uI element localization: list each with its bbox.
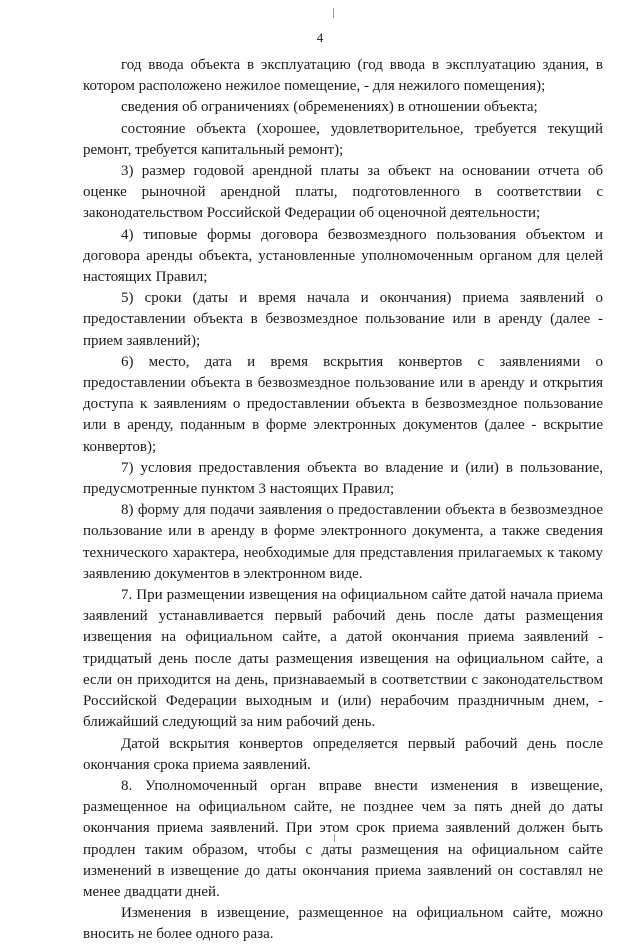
- paragraph: 6) место, дата и время вскрытия конвертов с заявлениями о предоставлении объекта в безвозмездное пользование или в аренду и открытия доступа к заявлениям о предоставлении объекта в безвозмездное пользование или в аренду, поданным в форме электронных документов (далее - вскрытие конвертов);: [83, 353, 603, 455]
- paragraph: 7) условия предоставления объекта во владение и (или) в пользование, предусмотренные пунктом 3 настоящих Правил;: [83, 459, 603, 498]
- document-body: [83, 55, 603, 946]
- paragraph: год ввода объекта в эксплуатацию (год ввода в эксплуатацию здания, в котором расположено нежилое помещение, - для нежилого помещения);: [83, 57, 603, 95]
- paragraph: сведения об ограничениях (обременениях) в отношении объекта;: [121, 99, 538, 116]
- paragraph: 7. При размещении извещения на официальном сайте датой начала приема заявлений устанавливается первый рабочий день после даты размещения извещения на официальном сайте, а датой окончания приема заявлений - тридцатый день после даты размещения извещения на официальном сайте, а если он приходится на день, признаваемый в соответствии с законодательством Российской Федерации выходным и (или) нерабочим праздничным днем, - ближайший следующий за ним рабочий день.: [83, 587, 603, 731]
- scan-mark-top: [333, 8, 334, 18]
- paragraph: 5) сроки (даты и время начала и окончания) приема заявлений о предоставлении объекта в безвозмездное пользование или в аренду (далее - прием заявлений);: [83, 290, 603, 349]
- paragraph: 4) типовые формы договора безвозмездного пользования объектом и договора аренды объекта, установленные уполномоченным органом для целей настоящих Правил;: [83, 226, 603, 286]
- page-number: 4: [316, 30, 324, 45]
- paragraph: 8. Уполномоченный орган вправе внести изменения в извещение, размещенное на официальном сайте, не позднее чем за пять дней до даты окончания приема заявлений. При этом срок приема заявлений должен быть продлен таким образом, чтобы с даты размещения на официальном сайте изменений в извещение до даты окончания приема заявлений он составлял не менее двадцати дней.: [83, 777, 603, 900]
- paragraph: 8) форму для подачи заявления о предоставлении объекта в безвозмездное пользование или в аренду в форме электронного документа, а также сведения технического характера, необходимые для представления прилагаемых к такому заявлению документов в электронном виде.: [83, 502, 603, 582]
- paragraph: 3) размер годовой арендной платы за объект на основании отчета об оценке рыночной арендной платы, подготовленного в соответствии с законодательством Российской Федерации об оценочной деятельности;: [83, 163, 603, 222]
- paragraph: Датой вскрытия конвертов определяется первый рабочий день после окончания срока приема заявлений.: [83, 735, 603, 773]
- paragraph: состояние объекта (хорошее, удовлетворительное, требуется текущий ремонт, требуется капитальный ремонт);: [83, 120, 603, 158]
- paragraph: Изменения в извещение, размещенное на официальном сайте, можно вносить не более одного раза.: [83, 905, 603, 943]
